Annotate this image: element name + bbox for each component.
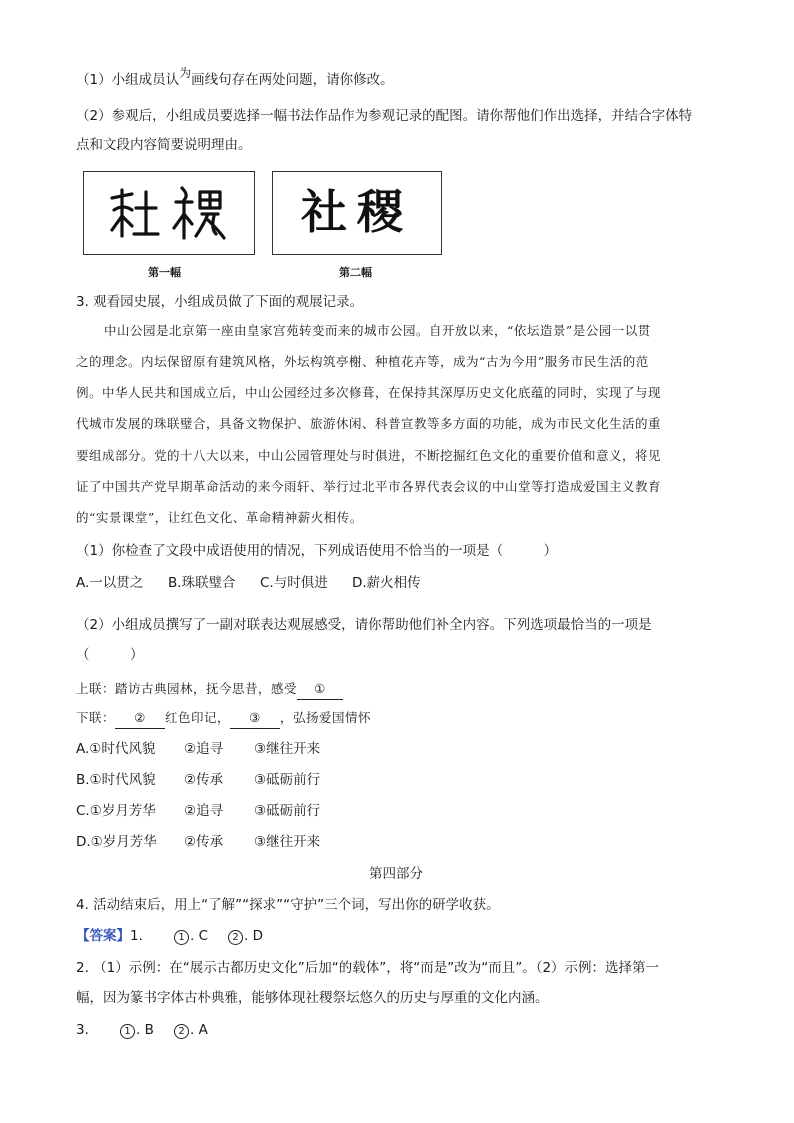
couplet-option-c	[76, 801, 320, 821]
caption-2: 第二幅	[339, 266, 372, 279]
calligraphy-image-2	[272, 171, 442, 255]
passage-line: 证了中国共产党早期革命活动的来今雨轩、举行过北平市各界代表会议的中山堂等打造成爱国主义教育	[76, 479, 662, 494]
opt-part: ③砥砺前行	[254, 772, 321, 788]
opt-part: ③继往开来	[254, 834, 321, 850]
couplet-blank-2: ②	[115, 708, 165, 729]
couplet-option-d	[76, 832, 320, 852]
couplet-upper	[76, 679, 343, 700]
calligraphy-image-1	[83, 171, 255, 255]
passage-line: 要组成部分。党的十八大以来，中山公园管理处与时俱进，不断挖掘红色文化的重要价值和意义，将见	[76, 448, 662, 463]
option-b: B.珠联璧合	[168, 575, 236, 591]
opt-part: ②传承	[184, 834, 224, 850]
answer-3-num: 3.	[76, 1022, 89, 1038]
circled-number: 1	[174, 930, 189, 945]
answer-value: . D	[244, 928, 263, 944]
couplet-lower-mid: 红色印记，	[165, 710, 231, 725]
answer-1	[76, 926, 263, 946]
opt-part: B.①时代风貌	[76, 772, 156, 788]
seal-script-artwork	[84, 172, 254, 254]
q2-sub1-raised-char: 为	[179, 66, 192, 80]
opt-part: A.①时代风貌	[76, 741, 156, 757]
passage-line: 中山公园是北京第一座由皇家宫苑转变而来的城市公园。自开放以来，“依坛造景”是公园一以贯	[104, 323, 651, 338]
circled-number: 2	[228, 930, 243, 945]
passage-line: 代城市发展的珠联璧合，具备文物保护、旅游休闲、科普宣教等多方面的功能，成为市民文化生活的重	[76, 416, 662, 431]
q4-text: 4. 活动结束后，用上“了解”“探求”“守护”三个词，写出你的研学收获。	[76, 897, 500, 913]
couplet-lower-prefix: 下联：	[76, 710, 116, 725]
caption-1: 第一幅	[148, 266, 181, 279]
q3-sub1-options	[76, 573, 421, 593]
opt-part: ②追寻	[184, 803, 224, 819]
part4-heading: 第四部分	[369, 866, 423, 882]
q2-sub1-text-b: 画线句存在两处问题，请你修改。	[191, 72, 394, 88]
q3-sub1-question: （1）你检查了文段中成语使用的情况，下列成语使用不恰当的一项是（ ）	[76, 543, 558, 559]
answer-value: . C	[190, 928, 209, 944]
couplet-option-a	[76, 739, 320, 759]
opt-part: ③砥砺前行	[254, 803, 321, 819]
option-a: A.一以贯之	[76, 575, 144, 591]
clerical-script-artwork	[273, 172, 441, 254]
couplet-option-b	[76, 770, 320, 790]
couplet-upper-prefix: 上联：踏访古典园林，抚今思昔，感受	[76, 681, 298, 696]
answer-1-num: 1.	[130, 928, 143, 944]
q3-sub2-question: （2）小组成员撰写了一副对联表达观展感受，请你帮助他们补全内容。下列选项最恰当的一项是	[76, 617, 652, 633]
opt-part: ②追寻	[184, 741, 224, 757]
q3-intro: 3. 观看园史展，小组成员做了下面的观展记录。	[76, 294, 364, 310]
passage-line: 之的理念。内坛保留原有建筑风格，外坛构筑亭榭、种植花卉等，成为“古为今用”服务市民生活的范	[76, 354, 649, 369]
couplet-lower-suffix: ，弘扬爱国情怀	[280, 710, 372, 725]
couplet-blank-1: ①	[297, 679, 343, 700]
q3-sub2-paren: （ ）	[76, 647, 144, 663]
q2-sub2-line2: 点和文段内容简要说明理由。	[76, 137, 252, 153]
answer-2-line2: 幅，因为篆书字体古朴典雅，能够体现社稷祭坛悠久的历史与厚重的文化内涵。	[76, 990, 549, 1006]
calligraphy-2-chars: 社稷	[301, 185, 413, 239]
q2-sub1	[76, 66, 394, 90]
circled-number: 2	[174, 1024, 189, 1039]
answer-value: . A	[190, 1022, 208, 1038]
option-d: D.薪火相传	[352, 575, 421, 591]
couplet-blank-3: ③	[230, 708, 280, 729]
q2-sub2-line1: （2）参观后，小组成员要选择一幅书法作品作为参观记录的配图。请你帮他们作出选择，并结合字体特	[76, 108, 693, 124]
circled-number: 1	[120, 1024, 135, 1039]
opt-part: D.①岁月芳华	[76, 834, 157, 850]
passage-line: 例。中华人民共和国成立后，中山公园经过多次修葺，在保持其深厚历史文化底蕴的同时，实现了与现	[76, 385, 662, 400]
answer-tag: 【答案】	[76, 928, 130, 944]
answer-value: . B	[136, 1022, 154, 1038]
opt-part: ②传承	[184, 772, 224, 788]
opt-part: ③继往开来	[254, 741, 321, 757]
option-c: C.与时俱进	[260, 575, 328, 591]
answer-3	[76, 1020, 208, 1040]
q2-sub1-text-a: （1）小组成员认	[76, 72, 180, 88]
answer-2-line1: 2. （1）示例：在“展示古都历史文化”后加“的载体”，将“而是”改为“而且”。（2）示例：选择第一	[76, 960, 660, 976]
opt-part: C.①岁月芳华	[76, 803, 156, 819]
passage-line: 的“实景课堂”，让红色文化、革命精神薪火相传。	[76, 510, 363, 525]
couplet-lower	[76, 708, 371, 729]
